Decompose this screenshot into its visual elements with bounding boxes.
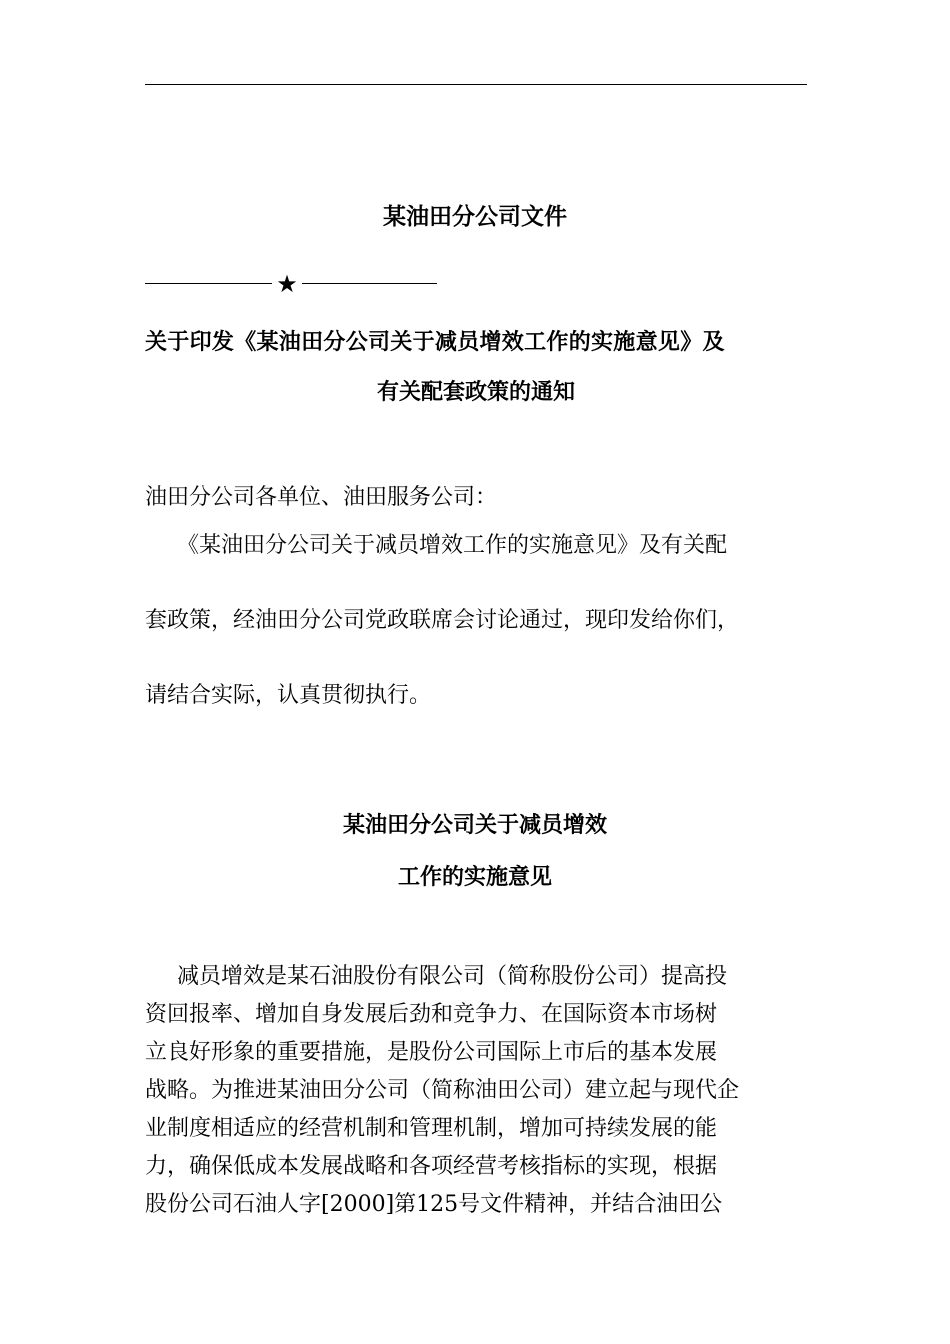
section-body-line: 力，确保低成本发展战略和各项经营考核指标的实现，根据 [145,1154,718,1179]
top-rule [145,84,807,85]
notice-body [145,528,807,753]
section-title [0,800,950,904]
notice-body-line: 套政策，经油田分公司党政联席会讨论通过，现印发给你们， [145,608,740,633]
addressee: 油田分公司各单位、油田服务公司： [145,485,498,510]
notice-title [145,318,807,418]
star-divider [145,268,437,300]
notice-body-line: 请结合实际，认真贯彻执行。 [145,683,432,708]
section-body [145,958,807,1224]
section-title-line-1: 某油田分公司关于减员增效 [342,813,607,838]
section-title-line-2: 工作的实施意见 [397,865,552,890]
notice-title-line-1: 关于印发《某油田分公司关于减员增效工作的实施意见》及 [145,330,725,355]
section-body-line: 资回报率、增加自身发展后劲和竞争力、在国际资本市场树 [145,1002,718,1027]
divider-line-right [302,283,437,284]
section-body-line: 业制度相适应的经营机制和管理机制，增加可持续发展的能 [145,1116,718,1141]
divider-line-left [145,283,272,284]
star-icon: ★ [276,270,298,298]
notice-body-line: 《某油田分公司关于减员增效工作的实施意见》及有关配 [177,533,728,558]
notice-title-line-2: 有关配套政策的通知 [376,380,575,405]
section-body-line: 减员增效是某石油股份有限公司（简称股份公司）提高投 [177,964,728,989]
section-body-line: 立良好形象的重要措施，是股份公司国际上市后的基本发展 [145,1040,718,1065]
document-header-title: 某油田分公司文件 [383,204,567,230]
section-body-line: 股份公司石油人字[2000]第125号文件精神，并结合油田公 [145,1192,723,1217]
section-body-line: 战略。为推进某油田分公司（简称油田公司）建立起与现代企 [145,1078,740,1103]
